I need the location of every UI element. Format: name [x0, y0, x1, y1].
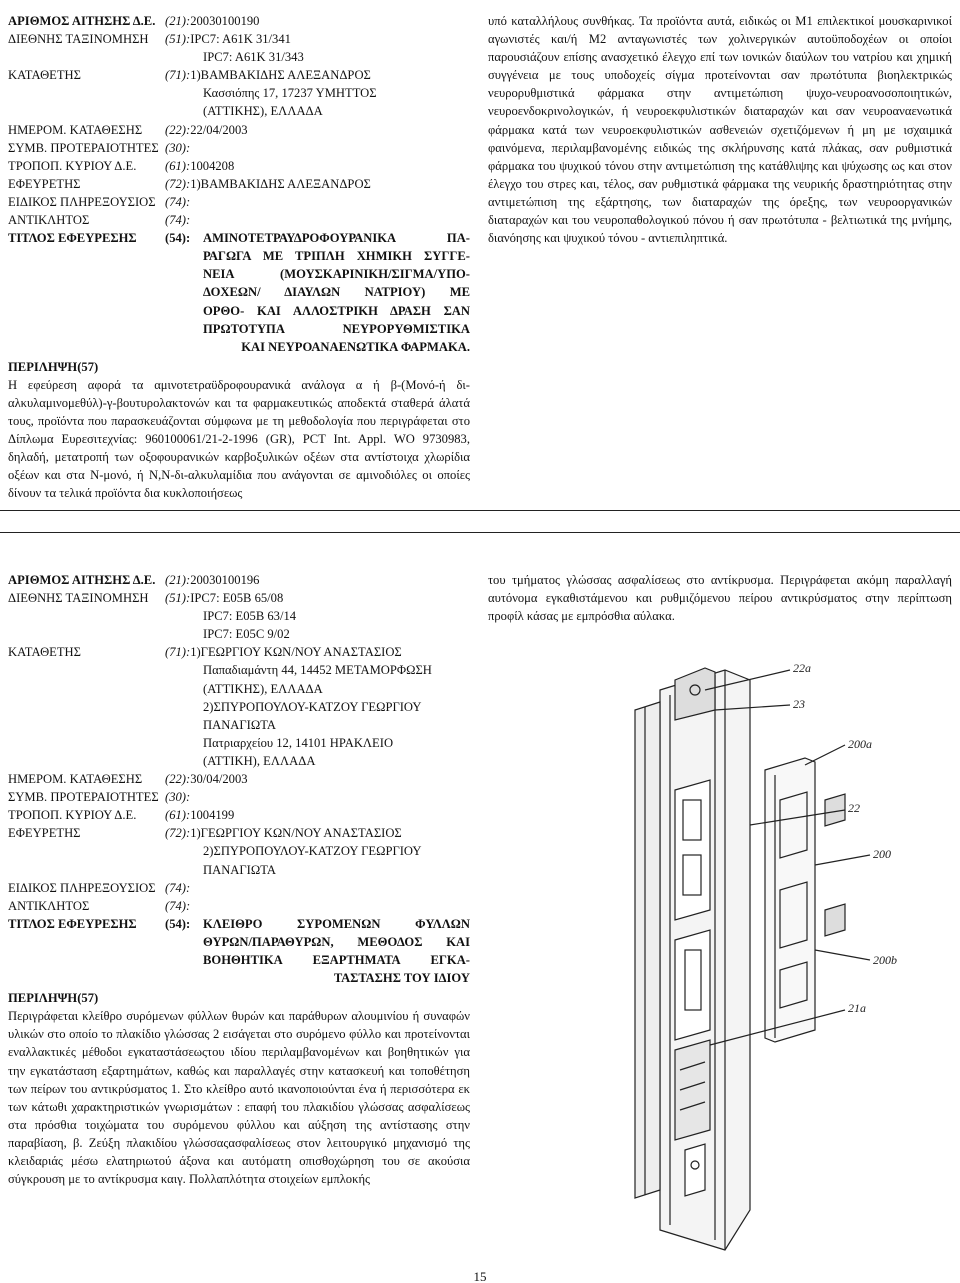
field-row [8, 175, 470, 193]
field-text: 20030100196 [190, 573, 260, 587]
field-value-line [165, 625, 470, 643]
field-value [165, 879, 470, 897]
field-value-line [165, 824, 470, 842]
drawing-label: 23 [793, 697, 805, 711]
field-label: ΑΡΙΘΜΟΣ ΑΙΤΗΣΗΣ Δ.Ε. [8, 573, 156, 587]
inid-code: (21): [165, 573, 191, 587]
field-text: Παπαδιαμάντη 44, 14452 ΜΕΤΑΜΟΡΦΩΣΗ [203, 663, 432, 678]
entry-1-bibliographic [8, 12, 470, 503]
title-line: ΚΛΕΙΘΡΟ ΣΥΡΟΜΕΝΩΝ ΦΥΛΛΩΝ [203, 916, 470, 931]
field-label: ΤΡΟΠΟΠ. ΚΥΡΙΟΥ Δ.Ε. [8, 808, 137, 823]
title-line: ΡΑΓΩΓΑ ΜΕ ΤΡΙΠΛΗ ΧΗΜΙΚΗ ΣΥΓΓΕ- [203, 249, 470, 264]
field-row [8, 193, 470, 211]
title-line: ΠΡΩΤΟΤΥΠΑ ΝΕΥΡΟΡΥΘΜΙΣΤΙΚΑ [203, 321, 470, 336]
abstract-text-left: Περιγράφεται κλείθρο συρόμενων φύλλων θυρών και παράθυρων αλουμινίου ή συναφών υλικών στο οποίο το πλακίδιο γλώσσας 2 εισάγεται στο συρόμενο φύλλο και προτείνονται εναλλακτικές μέθοδοι εγκαταστάσεωςτου ιδίου περιλαμβανομένων και βοηθητικών για την εγκατάσταση εξαρτημάτων, καθώς και παραλλαγές στην κατασκευή και τοποθέτηση των πείρων του αντικρύσματος 1. Στο κλείθρο αυτό ικανοποιούνται ένα ή περισσότερα εκ των κάτωθι χαρακτηριστικών γνωρισμάτων : επαφή του πλακιδίου γλώσσας ασφαλίσεως στα πρόσθια τοιχώματα του συρόμενου φύλλου και αύξηση της αντίστασης στην παραβίαση, β. Ζεύξη πλακιδίου γλώσσαςασφαλίσεως στον λειτουργικό μηχανισμό της κλειδαριάς μέσω ελατηριωτού άξονα και αυτόματη οπισθοχώρηση του σε ακούσια σύγκρουση με το αντίκρυσμα καιγ. Πολλαπλότητα στοιχείων εμπλοκής [8, 1009, 470, 1187]
field-row [8, 121, 470, 139]
entry-2-bibliographic [8, 571, 470, 1188]
field-text: (ΑΤΤΙΚΗΣ), ΕΛΛΑΔΑ [203, 104, 323, 119]
field-value-line [165, 193, 470, 211]
field-text: 22/04/2003 [190, 122, 248, 137]
field-value-line [165, 734, 470, 752]
field-row [8, 770, 470, 788]
lock-technical-drawing [575, 650, 930, 1262]
field-value [165, 12, 470, 30]
field-value-line [165, 589, 470, 607]
field-text: 1)ΓΕΩΡΓΙΟΥ ΚΩΝ/ΝΟΥ ΑΝΑΣΤΑΣΙΟΣ [190, 645, 402, 660]
field-value [165, 897, 470, 915]
field-label: ΕΦΕΥΡΕΤΗΣ [8, 826, 81, 841]
field-row [8, 571, 470, 589]
field-value-line [165, 66, 470, 84]
field-label: ΑΝΤΙΚΛΗΤΟΣ [8, 213, 90, 228]
field-label: ΤΡΟΠΟΠ. ΚΥΡΙΟΥ Δ.Ε. [8, 158, 137, 173]
field-value-line [165, 661, 470, 679]
title-line: ΔΟΧΕΩΝ/ ΔΙΑΥΛΩΝ ΝΑΤΡΙΟΥ) ΜΕ [203, 285, 470, 300]
field-value-line [165, 680, 470, 698]
field-value-line [165, 607, 470, 625]
abstract-heading: ΠΕΡΙΛΗΨΗ(57) [8, 359, 99, 374]
field-text: IPC7: A61K 31/341 [190, 32, 291, 47]
field-row [8, 12, 470, 30]
field-label: ΣΥΜΒ. ΠΡΟΤΕΡΑΙΟΤΗΤΕΣ [8, 140, 159, 155]
inid-code: (61): [165, 158, 191, 173]
field-row [8, 897, 470, 915]
drawing-label: 200 [873, 847, 891, 861]
field-label: ΔΙΕΘΝΗΣ ΤΑΞΙΝΟΜΗΣΗ [8, 591, 149, 606]
field-label: ΕΙΔΙΚΟΣ ΠΛΗΡΕΞΟΥΣΙΟΣ [8, 880, 156, 895]
invention-title: (54): ΑΜΙΝΟΤΕΤΡΑΥΔΡΟΦΟΥΡΑΝΙΚΑ ΠΑ- ΡΑΓΩΓΑ ΜΕ ΤΡΙΠΛΗ ΧΗΜΙΚΗ ΣΥΓΓΕ- ΝΕΙΑ (ΜΟΥΣΚΑΡΙΝΙΚΗ/ΣΙΓΜΑ/ΥΠΟ- ΔΟΧΕΩΝ/ ΔΙΑΥΛΩΝ ΝΑΤΡΙΟΥ) ΜΕ ΟΡΘΟ- ΚΑΙ ΑΛΛΟΣΤΡΙΚΗ ΔΡΑΣΗ ΣΑΝ ΠΡΩΤΟΤΥΠΑ ΝΕΥΡΟΡΥΘΜΙΣΤΙΚΑ ΚΑΙ ΝΕΥΡΟΑΝΑΕΝΩΤΙΚΑ ΦΑΡΜΑΚΑ. [165, 229, 470, 356]
inid-code: (72): [165, 176, 191, 191]
field-value [165, 193, 470, 211]
title-line: ΚΑΙ ΝΕΥΡΟΑΝΑΕΝΩΤΙΚΑ ΦΑΡΜΑΚΑ. [241, 339, 470, 354]
field-value [165, 66, 470, 120]
entry-1-abstract-continued [488, 12, 952, 247]
field-row [8, 806, 470, 824]
field-row [8, 824, 470, 878]
title-row [8, 229, 470, 356]
field-text: IPC7: A61K 31/343 [203, 50, 304, 65]
field-value [165, 589, 470, 643]
abstract-text-right: υπό καταλλήλους συνθήκας. Τα προϊόντα αυτά, ειδικώς οι Μ1 επιλεκτικοί μουσκαρινικοί αγωνιστές και/ή Μ2 ανταγωνιστές των χολινεργικών αυτοϋποδοχέων οι οποίοι παρουσιάζουν επίσης ανασχετικό έλεγχο επί των ιονικών διαύλων του νατρίου και χημική συγγένεια με τους υποδοχείς σίγμα προτείνονται σαν πρωτότυπα βιοηλεκτρικώς νευρορυθμιστικά φάρμακα στην αντιμετώπιση ψυχο-νευροανοσοποιητικών, νευροενδοκρινολογικών, ή νευροεκφυλιστικών διαταραχών και σαν νευροαναενωτικά φάρμακα κατά των νευροεκφυλιστικών ασθενειών σχετιζόμενων ή μη με ισχαιμικά φαινόμενα, περιλαμβανομένης ειδικώς της σκλήρυνσης κατά πλάκας, σαν ρυθμιστικά φάρμακα του ψυχικού τόνου στην αντιμετώπιση της κατάθλιψης και ψύχωσης ως και στον έλεγχο του στρες και, τέλος, σαν ρυθμιστικά φάρμακα της νευρικής δραστηριότητας στην αντιμετώπιση της εξάρτησης, των διαταραχών της όρεξης, των νευροοργανικών διαταραχών και του νευροπαθολογικού πόνου ή σαν πρωτότυπα - βελτιωτικά της μνήμης, διανόησης και ψυχικού τόνου - αντιεπιληπτικά. [488, 14, 952, 246]
title-line: ΑΜΙΝΟΤΕΤΡΑΥΔΡΟΦΟΥΡΑΝΙΚΑ ΠΑ- [203, 231, 470, 246]
field-value [165, 121, 470, 139]
field-text: 2)ΣΠΥΡΟΠΟΥΛΟΥ-ΚΑΤΖΟΥ ΓΕΩΡΓΙΟΥ [203, 699, 422, 714]
drawing-label: 200b [873, 953, 897, 967]
field-label: ΑΝΤΙΚΛΗΤΟΣ [8, 898, 90, 913]
inid-code: (74): [165, 213, 191, 228]
field-row [8, 211, 470, 229]
inid-code: (51): [165, 591, 191, 606]
field-row [8, 66, 470, 120]
field-text: ΠΑΝΑΓΙΩΤΑ [203, 862, 276, 877]
field-label: ΔΙΕΘΝΗΣ ΤΑΞΙΝΟΜΗΣΗ [8, 32, 149, 47]
drawing-label: 22 [848, 801, 860, 815]
field-value [165, 139, 470, 157]
field-value-line [165, 806, 470, 824]
field-value-line [165, 643, 470, 661]
field-value-line [165, 12, 470, 30]
field-value [165, 571, 470, 589]
field-value-line [165, 121, 470, 139]
abstract-heading: ΠΕΡΙΛΗΨΗ(57) [8, 991, 99, 1006]
field-text: 2)ΣΠΥΡΟΠΟΥΛΟΥ-ΚΑΤΖΟΥ ΓΕΩΡΓΙΟΥ [203, 844, 422, 859]
field-text: (ΑΤΤΙΚΗΣ), ΕΛΛΑΔΑ [203, 681, 323, 696]
inid-code: (61): [165, 808, 191, 823]
field-value-line [165, 879, 470, 897]
field-value [165, 175, 470, 193]
field-row [8, 139, 470, 157]
field-value-line [165, 48, 470, 66]
title-line: ΘΥΡΩΝ/ΠΑΡΑΘΥΡΩΝ, ΜΕΘΟΔΟΣ ΚΑΙ [203, 934, 470, 949]
field-text: IPC7: E05B 65/08 [190, 591, 284, 606]
field-value [165, 824, 470, 878]
field-row [8, 589, 470, 643]
field-value-line [165, 770, 470, 788]
inid-code: (22): [165, 772, 191, 787]
page-number: 15 [473, 1269, 487, 1283]
field-value-line [165, 139, 470, 157]
field-text: 1)ΒΑΜΒΑΚΙΔΗΣ ΑΛΕΞΑΝΔΡΟΣ [190, 176, 371, 191]
field-value [165, 157, 470, 175]
field-row [8, 788, 470, 806]
field-value [165, 30, 470, 66]
separator-line [0, 510, 960, 511]
field-label: ΗΜΕΡΟΜ. ΚΑΤΑΘΕΣΗΣ [8, 772, 143, 787]
inid-code: (21): [165, 14, 191, 28]
field-text: 30/04/2003 [190, 772, 248, 787]
field-text: IPC7: E05C 9/02 [203, 627, 290, 642]
field-text: IPC7: E05B 63/14 [203, 609, 297, 624]
inid-code: (74): [165, 194, 191, 209]
abstract-text-left: Η εφεύρεση αφορά τα αμινοτετραϋδροφουρανικά ανάλογα α ή β-(Μονό-ή δι-αλκυλαμινομεθύλ)-γ-βουτυρολακτονών και τα φαρμακευτικώς αποδεκτά σταθερά άλατά τους, προϊόντα που παρασκευάζονται σύμφωνα με τη μεθοδολογία που περιγράφεται στο Δίπλωμα Ευρεσιτεχνίας: 960100061/21-2-1996 (GR), PCT Int. Appl. WO 9730983, δηλαδή, μετατροπή των οξοφουρανικών καρβοξυλικών οξέων στα αντίστοιχα χλωρίδια οξέων και στα Ν-μονό, ή N,N-δι-αλκυλαμίδια που ανάγονται σε αμινοδιόλες οι οποίες δίνουν τα τελικά προϊόντα δια κυκλοποιήσεως [8, 377, 470, 501]
field-value [165, 643, 470, 770]
field-value-line [165, 861, 470, 879]
invention-title: (54): ΚΛΕΙΘΡΟ ΣΥΡΟΜΕΝΩΝ ΦΥΛΛΩΝ ΘΥΡΩΝ/ΠΑΡΑΘΥΡΩΝ, ΜΕΘΟΔΟΣ ΚΑΙ ΒΟΗΘΗΤΙΚΑ ΕΞΑΡΤΗΜΑΤΑ ΕΓΚΑ- ΤΑΣΤΑΣΗΣ ΤΟΥ ΙΔΙΟΥ [165, 915, 470, 987]
field-label: ΕΙΔΙΚΟΣ ΠΛΗΡΕΞΟΥΣΙΟΣ [8, 194, 156, 209]
field-text: 20030100190 [190, 14, 260, 28]
field-text: 1004208 [190, 158, 235, 173]
field-value-line [165, 30, 470, 48]
title-line: ΤΑΣΤΑΣΗΣ ΤΟΥ ΙΔΙΟΥ [333, 971, 470, 986]
field-label: ΑΡΙΘΜΟΣ ΑΙΤΗΣΗΣ Δ.Ε. [8, 14, 156, 28]
field-value-line [165, 102, 470, 120]
title-label: ΤΙΤΛΟΣ ΕΦΕΥΡΕΣΗΣ [8, 916, 137, 931]
inid-code: (72): [165, 826, 191, 841]
field-label: ΚΑΤΑΘΕΤΗΣ [8, 645, 81, 660]
field-text: ΠΑΝΑΓΙΩΤΑ [203, 717, 276, 732]
abstract-text-right: του τμήματος γλώσσας ασφαλίσεως στο αντίκρυσμα. Περιγράφεται ακόμη παραλλαγή αυτόνομα εγκαθιστάμενου και ρυθμιζόμενου πείρου αντικρύσματος στην περίπτωση προφίλ κάσας με εμπρόσθια αύλακα. [488, 573, 952, 624]
field-value [165, 806, 470, 824]
field-row [8, 879, 470, 897]
field-value-line [165, 716, 470, 734]
field-text: 1)ΓΕΩΡΓΙΟΥ ΚΩΝ/ΝΟΥ ΑΝΑΣΤΑΣΙΟΣ [190, 826, 402, 841]
field-value [165, 211, 470, 229]
inid-code: (22): [165, 122, 191, 137]
entry-2-abstract-continued [488, 571, 952, 625]
title-line: ΒΟΗΘΗΤΙΚΑ ΕΞΑΡΤΗΜΑΤΑ ΕΓΚΑ- [203, 952, 470, 967]
inid-code: (51): [165, 32, 191, 47]
field-text: (ΑΤΤΙΚΗ), ΕΛΛΑΔΑ [203, 753, 316, 768]
field-text: Πατριαρχείου 12, 14101 ΗΡΑΚΛΕΙΟ [203, 735, 394, 750]
title-row [8, 915, 470, 987]
field-value-line [165, 698, 470, 716]
field-text: Κασσιόπης 17, 17237 ΥΜΗΤΤΟΣ [203, 86, 377, 101]
field-value [165, 788, 470, 806]
title-line: ΝΕΙΑ (ΜΟΥΣΚΑΡΙΝΙΚΗ/ΣΙΓΜΑ/ΥΠΟ- [203, 267, 470, 282]
field-value-line [165, 84, 470, 102]
field-label: ΚΑΤΑΘΕΤΗΣ [8, 68, 81, 83]
field-text: 1004199 [190, 808, 235, 823]
field-value-line [165, 211, 470, 229]
field-label: ΕΦΕΥΡΕΤΗΣ [8, 176, 81, 191]
drawing-label: 21a [848, 1001, 866, 1015]
field-value-line [165, 788, 470, 806]
title-label: ΤΙΤΛΟΣ ΕΦΕΥΡΕΣΗΣ [8, 231, 137, 246]
inid-code: (30): [165, 790, 191, 805]
field-value-line [165, 842, 470, 860]
drawing-label: 200a [848, 737, 872, 751]
inid-code: (30): [165, 140, 191, 155]
inid-code: (74): [165, 898, 191, 913]
separator-line [0, 532, 960, 533]
field-label: ΣΥΜΒ. ΠΡΟΤΕΡΑΙΟΤΗΤΕΣ [8, 790, 159, 805]
field-label: ΗΜΕΡΟΜ. ΚΑΤΑΘΕΣΗΣ [8, 122, 143, 137]
field-value-line [165, 571, 470, 589]
field-row [8, 643, 470, 770]
field-text: 1)ΒΑΜΒΑΚΙΔΗΣ ΑΛΕΞΑΝΔΡΟΣ [190, 68, 371, 83]
field-value [165, 770, 470, 788]
field-value-line [165, 157, 470, 175]
inid-code: (71): [165, 68, 191, 83]
field-row [8, 30, 470, 66]
drawing-label: 22a [793, 661, 811, 675]
field-row [8, 157, 470, 175]
inid-code: (71): [165, 645, 191, 660]
field-value-line [165, 752, 470, 770]
field-value-line [165, 897, 470, 915]
title-line: ΟΡΘΟ- ΚΑΙ ΑΛΛΟΣΤΡΙΚΗ ΔΡΑΣΗ ΣΑΝ [203, 303, 470, 318]
inid-code: (74): [165, 880, 191, 895]
field-value-line [165, 175, 470, 193]
